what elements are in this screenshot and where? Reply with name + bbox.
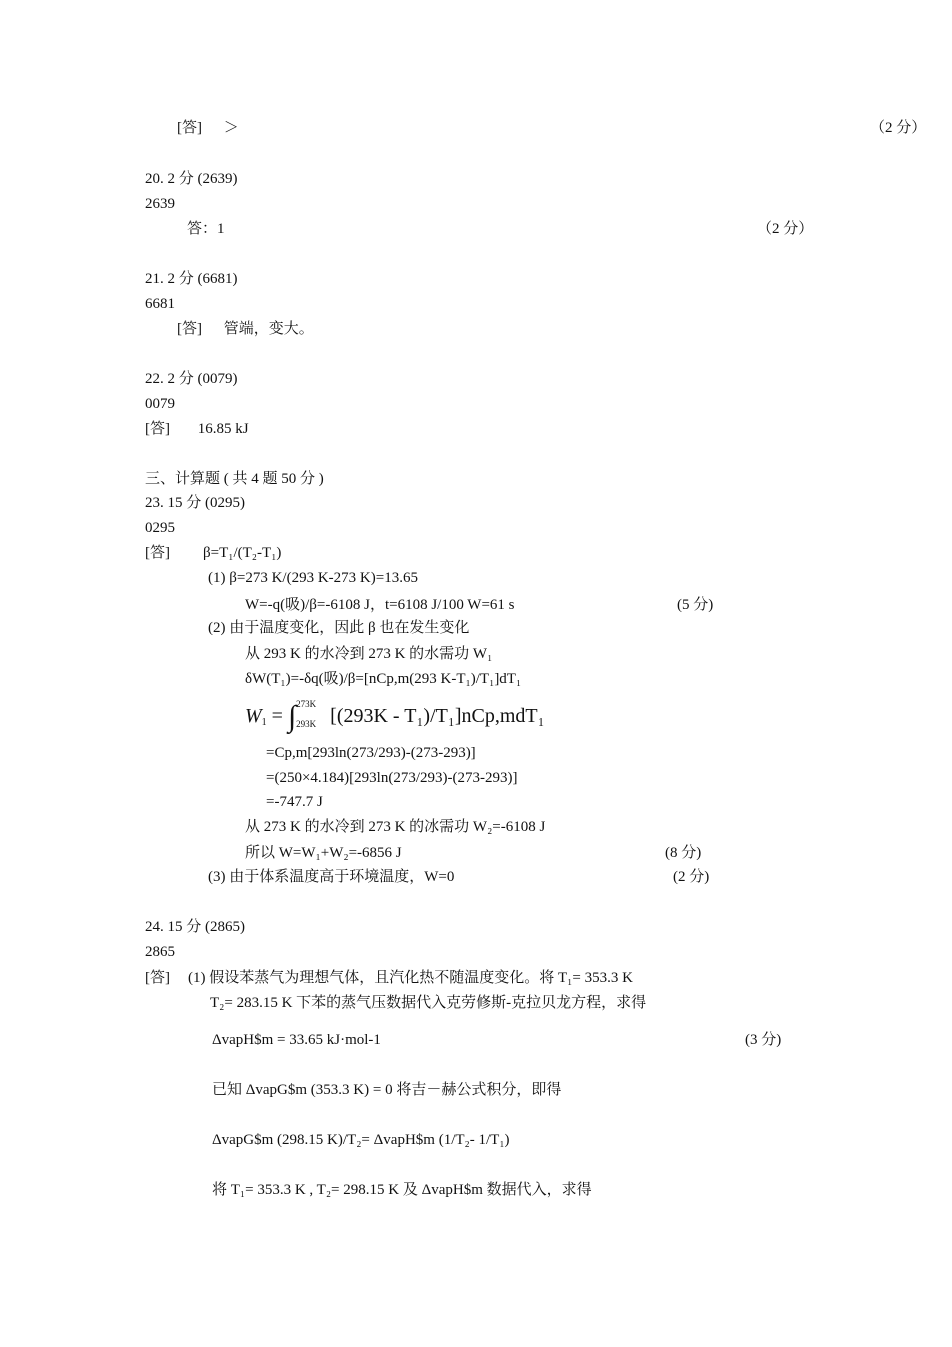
q23-part1-score: (5 分) bbox=[677, 597, 714, 613]
q23-part2-line4: 从 273 K 的水冷到 273 K 的冰需功 W₂=-6108 J bbox=[245, 819, 546, 835]
q22-code: 0079 bbox=[145, 396, 175, 412]
q23-part2-line5: 所以 W=W₁+W₂=-6856 J bbox=[245, 845, 402, 861]
q22-header: 22. 2 分 (0079) bbox=[145, 371, 238, 387]
q22-answer: 16.85 kJ bbox=[197, 421, 249, 437]
q20-code: 2639 bbox=[145, 196, 175, 212]
q23-header: 23. 15 分 (0295) bbox=[145, 495, 245, 511]
q19-answer: ＞ bbox=[223, 120, 239, 136]
q24-answer-tag: [答] bbox=[145, 970, 170, 986]
q24-line1: (1) 假设苯蒸气为理想气体，且汽化热不随温度变化。将 T₁= 353.3 K bbox=[188, 970, 633, 986]
q20-answer: 答：1 bbox=[187, 221, 225, 237]
integral-body: [(293K - T₁)/T₁]nCp,mdT₁ bbox=[330, 705, 545, 727]
q24-line5: ΔvapG$m (298.15 K)/T₂= ΔvapH$m (1/T₂- 1/T₁) bbox=[212, 1132, 510, 1148]
q22-answer-tag: [答] bbox=[145, 421, 170, 437]
integral-lower-limit: 293K bbox=[296, 719, 317, 729]
q23-code: 0295 bbox=[145, 520, 175, 536]
q19-answer-line bbox=[177, 118, 239, 138]
q21-header: 21. 2 分 (6681) bbox=[145, 271, 238, 287]
q23-part1-line2: W=-q(吸)/β=-6108 J，t=6108 J/100 W=61 s bbox=[245, 597, 515, 613]
q24-header: 24. 15 分 (2865) bbox=[145, 919, 245, 935]
q23-part3-line: (3) 由于体系温度高于环境温度，W=0 bbox=[208, 869, 455, 885]
q20-header: 20. 2 分 (2639) bbox=[145, 171, 238, 187]
q23-part1-line1: (1) β=273 K/(293 K-273 K)=13.65 bbox=[208, 570, 418, 586]
q21-answer-tag: [答] bbox=[177, 321, 202, 337]
q23-part2-eq2: =(250×4.184)[293ln(273/293)-(273-293)] bbox=[266, 770, 518, 786]
q23-integral-equation: $W_1$ = ∫ 273K 293K [(293K - T₁)/T₁]nCp,mdT₁ bbox=[245, 700, 545, 736]
q23-part3-score: (2 分) bbox=[673, 869, 710, 885]
q24-line3: ΔvapH$m = 33.65 kJ·mol-1 bbox=[212, 1032, 381, 1048]
q23-part2-line2: 从 293 K 的水冷到 273 K 的水需功 W₁ bbox=[245, 646, 493, 662]
q21-answer: 管端，变大。 bbox=[223, 321, 314, 337]
q22-answer-line bbox=[145, 419, 249, 439]
q19-score: （2 分） bbox=[870, 120, 927, 136]
q24-line2: T₂= 283.15 K 下苯的蒸气压数据代入克劳修斯-克拉贝龙方程，求得 bbox=[210, 995, 647, 1011]
q21-code: 6681 bbox=[145, 296, 175, 312]
q24-line3-score: (3 分) bbox=[745, 1032, 782, 1048]
section3-title: 三、计算题 ( 共 4 题 50 分 ) bbox=[145, 471, 324, 487]
q19-answer-tag: [答] bbox=[177, 120, 202, 136]
q24-line4: 已知 ΔvapG$m (353.3 K) = 0 将吉－赫公式积分，即得 bbox=[212, 1082, 562, 1098]
q24-line6: 将 T₁= 353.3 K , T₂= 298.15 K 及 ΔvapH$m 数据代入，求得 bbox=[212, 1182, 592, 1198]
integral-upper-limit: 273K bbox=[296, 699, 317, 709]
q23-answer-tag: [答] bbox=[145, 545, 170, 561]
q24-code: 2865 bbox=[145, 944, 175, 960]
q20-score: （2 分） bbox=[757, 221, 814, 237]
q23-part2-score: (8 分) bbox=[665, 845, 702, 861]
q23-part2-eq3: =-747.7 J bbox=[266, 794, 323, 810]
q23-beta-def: β=T₁/(T₂-T₁) bbox=[203, 545, 282, 561]
q23-part2-line1: (2) 由于温度变化，因此 β 也在发生变化 bbox=[208, 620, 470, 636]
integral-sign-icon: ∫ bbox=[287, 700, 297, 733]
q21-answer-line bbox=[177, 319, 314, 339]
q23-part2-eq1: =Cp,m[293ln(273/293)-(273-293)] bbox=[266, 745, 476, 761]
q23-part2-line3: δW(T₁)=-δq(吸)/β=[nCp,m(293 K-T₁)/T₁]dT₁ bbox=[245, 671, 522, 687]
